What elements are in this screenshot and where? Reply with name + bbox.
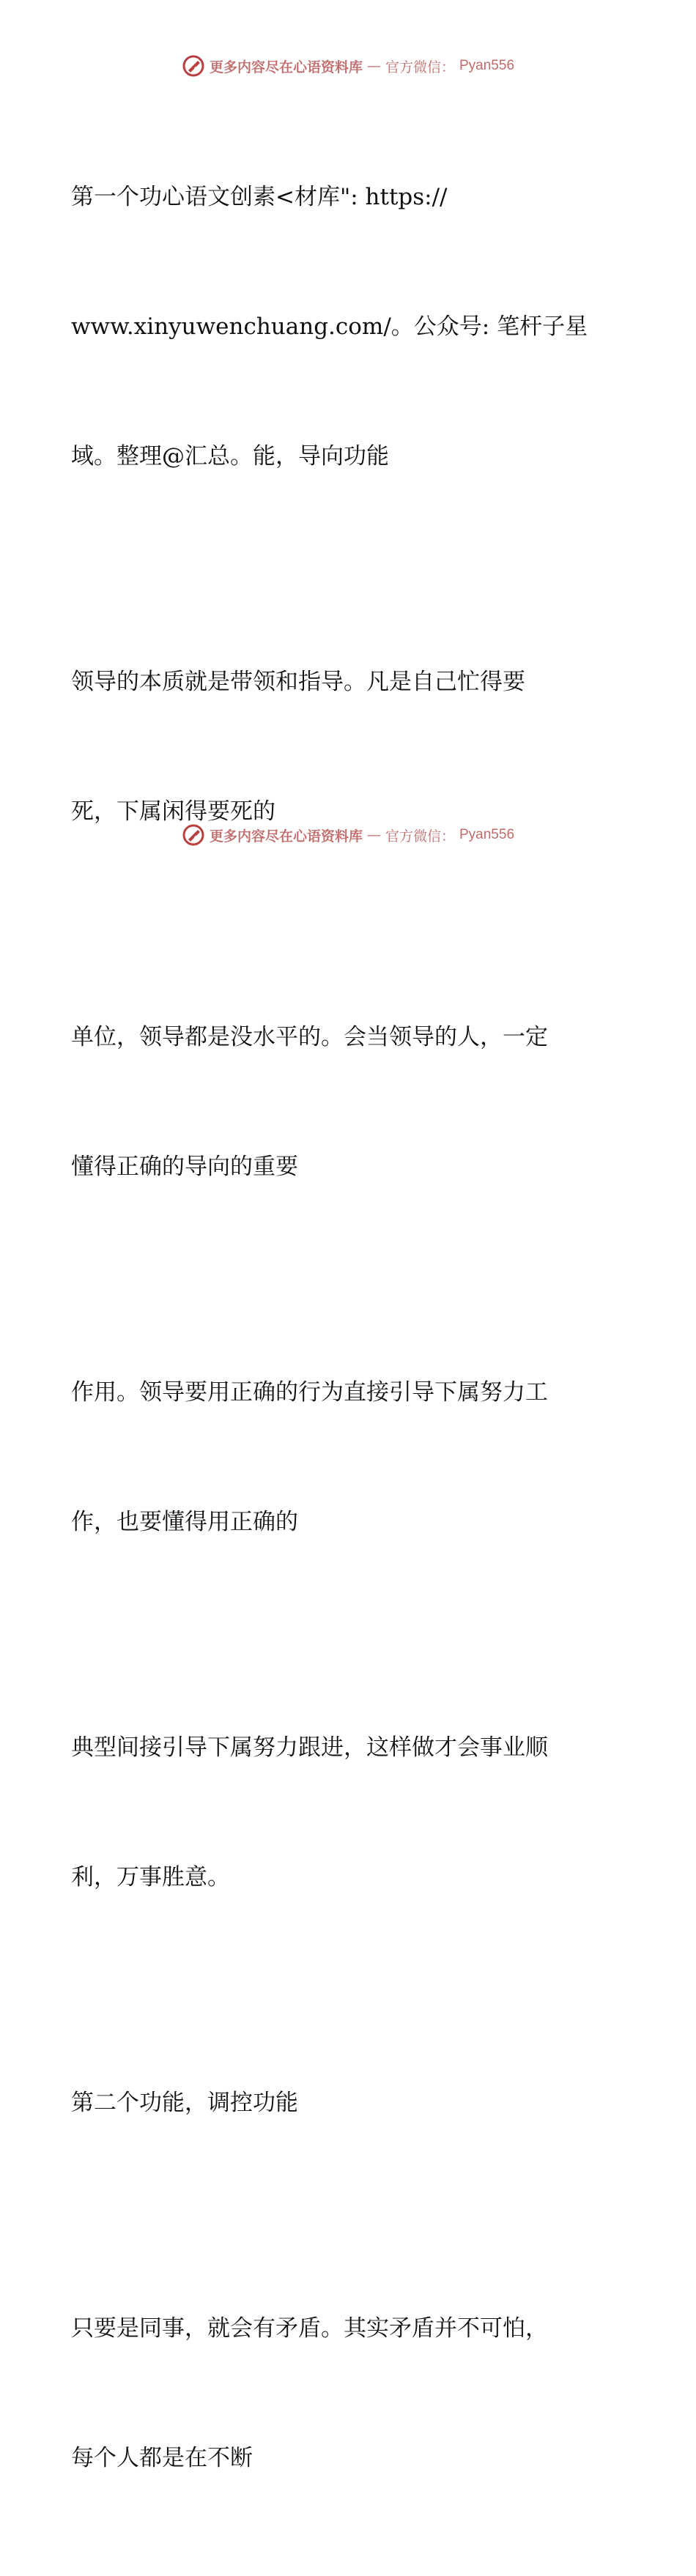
banner-dash: — [366,827,381,843]
text-line: 作用。领导要用正确的行为直接引导下属努力工 [71,1379,548,1406]
banner-dash: — [366,58,381,74]
text-line: 典型间接引导下属努力跟进，这样做才会事业顺 [71,1734,548,1761]
footer-banner [0,820,696,850]
logo-icon [182,54,205,78]
text-line: 领导的本质就是带领和指导。凡是自己忙得要 [71,669,525,695]
paragraph-1 [71,89,613,565]
logo-icon [182,823,205,847]
paragraph-3 [71,929,613,1275]
text-line: www.xinyuwenchuang.com/。公众号: 笔杆子星 [71,313,588,340]
paragraph-4 [71,1285,613,1630]
banner-wechat-id: Pyan556 [459,827,515,842]
text-line: 单位，领导都是没水平的。会当领导的人，一定 [71,1024,548,1050]
paragraph-5 [71,1640,613,1986]
banner-wechat-id: Pyan556 [459,58,515,73]
text-line: 懂得正确的导向的重要 [71,1154,298,1180]
banner-title: 更多内容尽在心语资料库 [209,828,363,845]
document-body [71,89,613,2576]
paragraph-6 [71,1995,613,2211]
banner-wechat-label: 官方微信： [385,828,455,845]
text-line: 域。整理@汇总。能，导向功能 [71,443,389,469]
banner-title: 更多内容尽在心语资料库 [209,59,363,75]
header-banner [0,51,696,81]
text-line: 每个人都是在不断 [71,2445,253,2471]
paragraph-7 [71,2221,613,2566]
banner-wechat-label: 官方微信： [385,59,455,75]
text-line: 第二个功能，调控功能 [71,2090,298,2116]
paragraph-2 [71,574,613,920]
text-line: 只要是同事，就会有矛盾。其实矛盾并不可怕， [71,2315,548,2342]
text-line: 利，万事胜意。 [71,1864,230,1890]
text-line: 第一个功心语文创素<材库": https:// [71,184,448,210]
text-line: 作，也要懂得用正确的 [71,1509,298,1535]
text-line: 死，下属闲得要死的 [71,798,275,825]
